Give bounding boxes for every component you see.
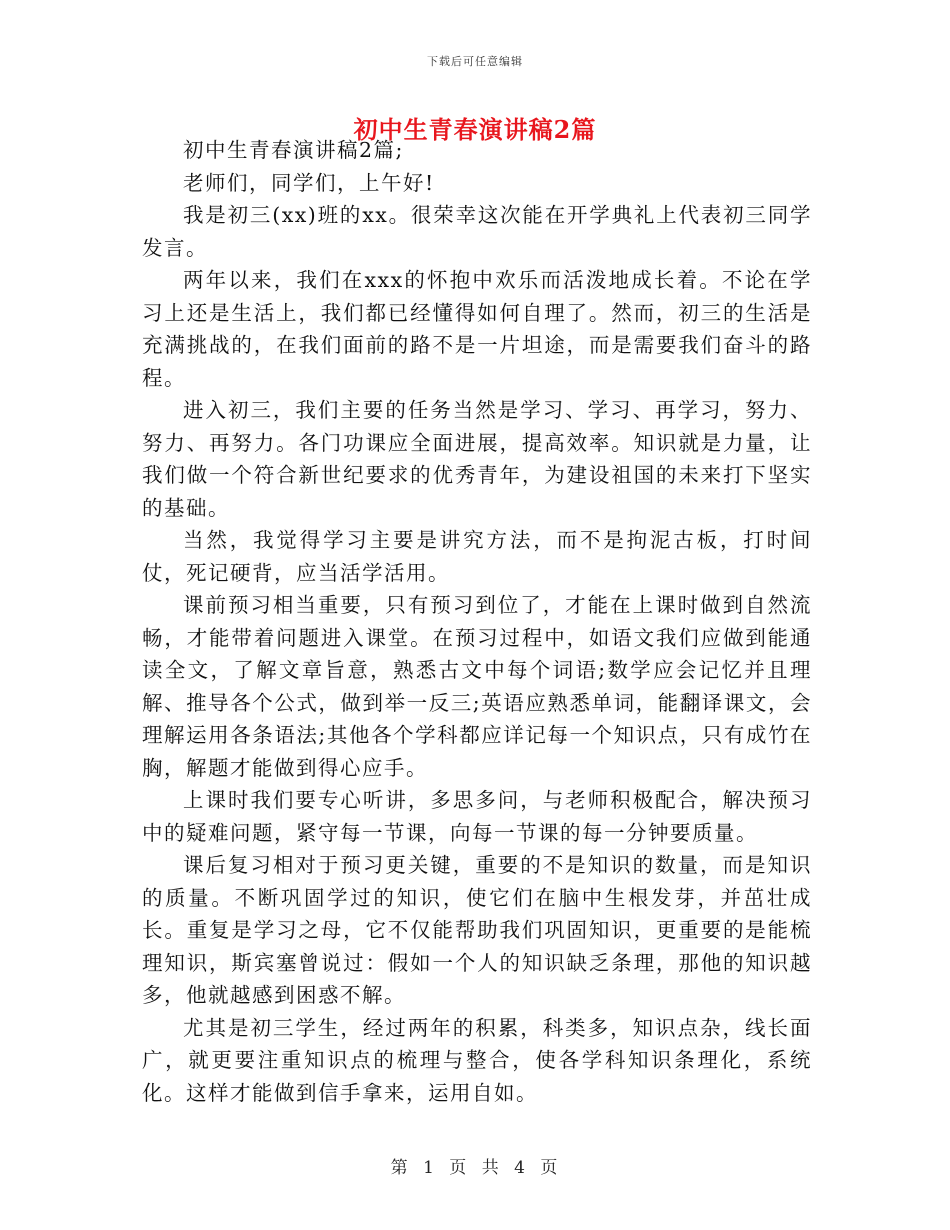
paragraph: 初中生青春演讲稿2篇;	[183, 138, 404, 162]
paragraph: 我是初三(xx)班的xx。很荣幸这次能在开学典礼上代表初三同学发言。	[142, 203, 812, 260]
document-body	[142, 134, 812, 1109]
paragraph: 尤其是初三学生，经过两年的积累，科类多，知识点杂，线长面广，就更要注重知识点的梳理与整合，使各学科知识条理化，系统化。这样才能做到信手拿来，运用自如。	[142, 1015, 812, 1105]
paragraph: 老师们，同学们，上午好!	[183, 170, 435, 195]
paragraph: 两年以来，我们在xxx的怀抱中欢乐而活泼地成长着。不论在学习上还是生活上，我们都已经懂得如何自理了。然而，初三的生活是充满挑战的，在我们面前的路不是一片坦途，而是需要我们奋斗的路程。	[142, 268, 812, 390]
document-title: 初中生青春演讲稿2篇	[353, 115, 597, 144]
paragraph: 进入初三，我们主要的任务当然是学习、学习、再学习，努力、努力、再努力。各门功课应全面进展，提高效率。知识就是力量，让我们做一个符合新世纪要求的优秀青年，为建设祖国的未来打下坚实的基础。	[142, 398, 812, 520]
paragraph: 当然，我觉得学习主要是讲究方法，而不是拘泥古板，打时间仗，死记硬背，应当活学活用。	[142, 528, 812, 585]
paragraph: 课前预习相当重要，只有预习到位了，才能在上课时做到自然流畅，才能带着问题进入课堂。在预习过程中，如语文我们应做到能通读全文，了解文章旨意，熟悉古文中每个词语;数学应会记忆并且理解、推导各个公式，做到举一反三;英语应熟悉单词，能翻译课文，会理解运用各条语法;其他各个学科都应详记每一个知识点，只有成竹在胸，解题才能做到得心应手。	[142, 593, 812, 780]
page-number-footer: 第 1 页 共 4 页	[390, 1158, 560, 1178]
page-header-note: 下载后可任意编辑	[427, 55, 523, 68]
paragraph: 课后复习相对于预习更关键，重要的不是知识的数量，而是知识的质量。不断巩固学过的知识，使它们在脑中生根发芽，并茁壮成长。重复是学习之母，它不仅能帮助我们巩固知识，更重要的是能梳理知识，斯宾塞曾说过：假如一个人的知识缺乏条理，那他的知识越多，他就越感到困惑不解。	[142, 853, 812, 1007]
paragraph: 上课时我们要专心听讲，多思多问，与老师积极配合，解决预习中的疑难问题，紧守每一节课，向每一节课的每一分钟要质量。	[142, 788, 812, 845]
